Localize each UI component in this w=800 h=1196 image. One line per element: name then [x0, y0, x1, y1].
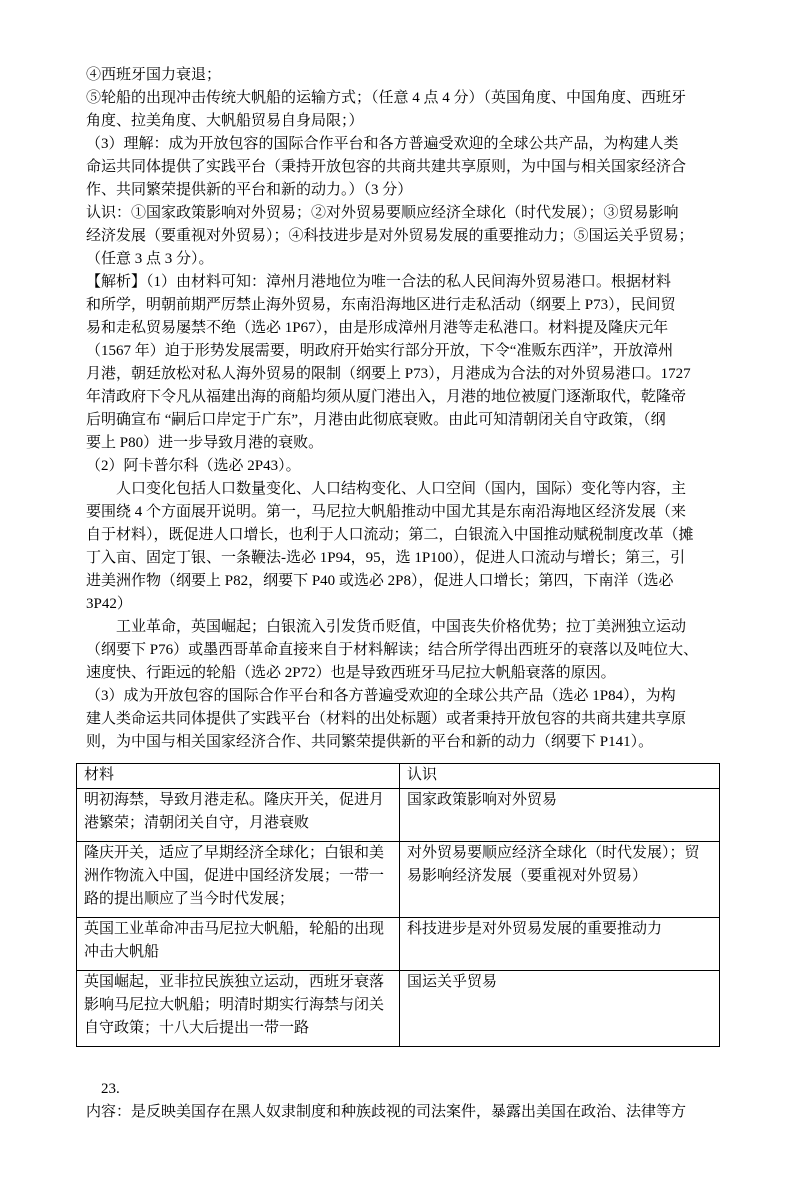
- table-row: [77, 971, 720, 1047]
- text-line: 工业革命，英国崛起；白银流入引发货币贬值，中国丧失价格优势；拉丁美洲独立运动: [86, 619, 687, 635]
- page-content: [86, 64, 734, 1124]
- material-cell: 明初海禁，导致月港走私。隆庆开关，促进月港繁荣；清朝闭关自守，月港衰败: [77, 789, 400, 842]
- text-line: 内容：是反映美国存在黑人奴隶制度和种族歧视的司法案件，暴露出美国在政治、法律等方: [86, 1104, 687, 1120]
- text-line: 建人类命运共同体提供了实践平台（材料的出处标题）或者秉持开放包容的共商共建共享原: [86, 711, 687, 727]
- text-line: 认识：①国家政策影响对外贸易；②对外贸易要顺应经济全球化（时代发展）；③贸易影响: [86, 205, 679, 221]
- text-line: （2）阿卡普尔科（选必 2P43）。: [86, 458, 301, 474]
- text-line: 命运共同体提供了实践平台（秉持开放包容的共商共建共享原则，为中国与相关国家经济合: [86, 159, 687, 175]
- answer-analysis-text: [86, 64, 734, 754]
- text-line: 作、共同繁荣提供新的平台和新的动力。）（3 分）: [86, 182, 413, 198]
- table-row: [77, 918, 720, 971]
- text-line: ⑤轮船的出现冲击传统大帆船的运输方式；（任意 4 点 4 分）（英国角度、中国角度、西班牙: [86, 90, 687, 106]
- text-line: （3）理解：成为开放包容的国际合作平台和各方普遍受欢迎的全球公共产品，为构建人类: [86, 136, 679, 152]
- text-line: 自于材料），既促进人口增长，也利于人口流动；第二，白银流入中国推动赋税制度改革（摊: [86, 527, 694, 543]
- next-question-text: [86, 1078, 734, 1124]
- text-line: 角度、拉美角度、大帆船贸易自身局限；）: [86, 113, 364, 129]
- table-header-cell: 认识: [400, 764, 720, 789]
- table-row: [77, 789, 720, 842]
- text-line: 速度快、行距远的轮船（选必 2P72）也是导致西班牙马尼拉大帆船衰落的原因。: [86, 665, 616, 681]
- understanding-cell: 科技进步是对外贸易发展的重要推动力: [400, 918, 720, 971]
- text-line: 易和走私贸易屡禁不绝（选必 1P67），由是形成漳州月港等走私港口。材料提及隆庆元年: [86, 320, 669, 336]
- text-line: （纲要下 P76）或墨西哥革命直接来自于材料解读；结合所学得出西班牙的衰落以及吨位大、: [86, 642, 699, 658]
- text-line: 【解析】（1）由材料可知：漳州月港地位为唯一合法的私人民间海外贸易港口。根据材料: [86, 274, 672, 290]
- text-line: 23.: [86, 1081, 120, 1097]
- text-line: 要上 P80）进一步导致月港的衰败。: [86, 435, 324, 451]
- material-cell: 英国工业革命冲击马尼拉大帆船，轮船的出现冲击大帆船: [77, 918, 400, 971]
- table-row: [77, 842, 720, 918]
- text-line: 则，为中国与相关国家经济合作、共同繁荣提供新的平台和新的动力（纲要下 P141）。: [86, 734, 654, 750]
- understanding-cell: 国运关乎贸易: [400, 971, 720, 1047]
- text-line: （1567 年）迫于形势发展需要，明政府开始实行部分开放，下令“准贩东西洋”，开放漳州: [86, 343, 674, 359]
- text-line: 进美洲作物（纲要上 P82，纲要下 P40 或选必 2P8），促进人口增长；第四，下南洋（选必: [86, 573, 674, 589]
- text-line: 要围绕 4 个方面展开说明。第一，马尼拉大帆船推动中国尤其是东南沿海地区经济发展（来: [86, 504, 687, 520]
- material-cell: 隆庆开关，适应了早期经济全球化；白银和美洲作物流入中国，促进中国经济发展；一带一路的提出顺应了当今时代发展；: [77, 842, 400, 918]
- text-line: 丁入亩、固定丁银、一条鞭法-选必 1P94，95，选 1P100），促进人口流动与增长；第三，引: [86, 550, 686, 566]
- text-line: 人口变化包括人口数量变化、人口结构变化、人口空间（国内，国际）变化等内容，主: [86, 481, 687, 497]
- text-line: 和所学，明朝前期严厉禁止海外贸易，东南沿海地区进行走私活动（纲要上 P73），民间贸: [86, 297, 676, 313]
- understanding-cell: 对外贸易要顺应经济全球化（时代发展）；贸易影响经济发展（要重视对外贸易）: [400, 842, 720, 918]
- text-line: （3）成为开放包容的国际合作平台和各方普遍受欢迎的全球公共产品（选必 1P84），为构: [86, 688, 676, 704]
- text-line: 月港，朝廷放松对私人海外贸易的限制（纲要上 P73），月港成为合法的对外贸易港口。1727: [86, 366, 691, 382]
- text-line: 经济发展（要重视对外贸易）；④科技进步是对外贸易发展的重要推动力；⑤国运关乎贸易；: [86, 228, 694, 244]
- text-line: （任意 3 点 3 分）。: [86, 251, 214, 267]
- table-header-cell: 材料: [77, 764, 400, 789]
- understanding-cell: 国家政策影响对外贸易: [400, 789, 720, 842]
- table-header-row: [77, 764, 720, 789]
- text-line: 后明确宣布 “嗣后口岸定于广东”，月港由此彻底衰败。由此可知清朝闭关自守政策，（纲: [86, 412, 666, 428]
- text-line: 年清政府下令凡从福建出海的商船均须从厦门港出入，月港的地位被厦门逐渐取代，乾隆帝: [86, 389, 687, 405]
- text-line: ④西班牙国力衰退；: [86, 67, 222, 83]
- material-understanding-table: [76, 763, 720, 1047]
- table-body: [77, 789, 720, 1047]
- material-cell: 英国崛起，亚非拉民族独立运动，西班牙衰落影响马尼拉大帆船；明清时期实行海禁与闭关自守政策；十八大后提出一带一路: [77, 971, 400, 1047]
- text-line: 3P42）: [86, 596, 132, 612]
